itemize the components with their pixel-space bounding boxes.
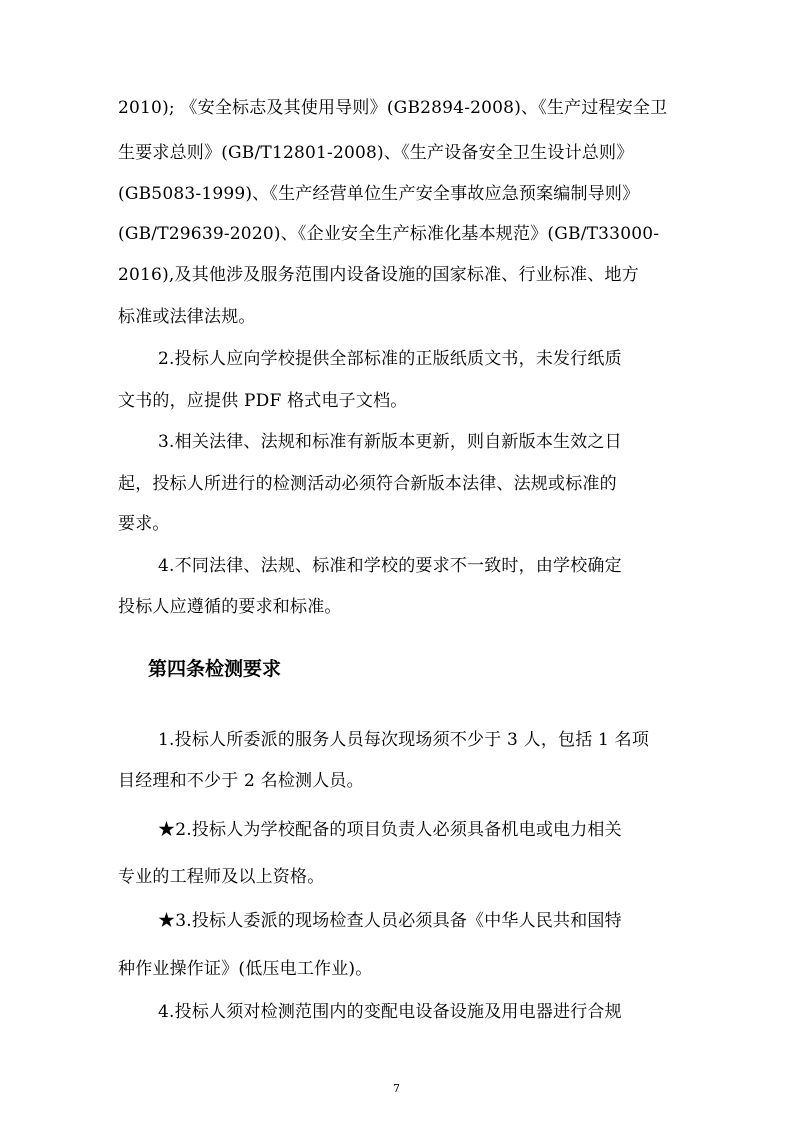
- paragraph-line: 专业的工程师及以上资格。: [118, 867, 325, 887]
- section-heading: 第四条检测要求: [148, 658, 282, 680]
- paragraph-line: (GB/T29639-2020)、《企业安全生产标准化基本规范》(GB/T33000-: [118, 224, 660, 244]
- page-number: 7: [393, 1082, 400, 1095]
- paragraph-line: 2.投标人应向学校提供全部标准的正版纸质文书，未发行纸质: [158, 349, 622, 369]
- paragraph-line: 种作业操作证》(低压电工作业)。: [118, 959, 373, 979]
- paragraph-line: 投标人应遵循的要求和标准。: [118, 597, 342, 617]
- paragraph-line: 4.不同法律、法规、标准和学校的要求不一致时，由学校确定: [158, 556, 622, 576]
- paragraph-line: 要求。: [118, 514, 170, 534]
- paragraph-line: 2010); 《安全标志及其使用导则》(GB2894-2008)、《生产过程安全卫: [118, 98, 668, 118]
- paragraph-line: 生要求总则》(GB/T12801-2008)、《生产设备安全卫生设计总则》: [118, 143, 634, 163]
- paragraph-line: 起，投标人所进行的检测活动必须符合新版本法律、法规或标准的: [118, 474, 617, 494]
- paragraph-line: 4.投标人须对检测范围内的变配电设备设施及用电器进行合规: [158, 1002, 622, 1022]
- paragraph-line: 1.投标人所委派的服务人员每次现场须不少于 3 人，包括 1 名项: [158, 730, 650, 750]
- paragraph-line: 3.相关法律、法规和标准有新版本更新，则自新版本生效之日: [158, 432, 622, 452]
- paragraph-line: 2016),及其他涉及服务范围内设备设施的国家标准、行业标准、地方: [118, 265, 639, 285]
- paragraph-line: 文书的，应提供 PDF 格式电子文档。: [118, 391, 408, 411]
- paragraph-line: ★2.投标人为学校配备的项目负责人必须具备机电或电力相关: [158, 820, 622, 840]
- paragraph-line: 标准或法律法规。: [118, 307, 256, 327]
- paragraph-line: 目经理和不少于 2 名检测人员。: [118, 771, 364, 791]
- paragraph-line: (GB5083-1999)、《生产经营单位生产安全事故应急预案编制导则》: [118, 184, 640, 204]
- paragraph-line: ★3.投标人委派的现场检查人员必须具备《中华人民共和国特: [158, 911, 622, 931]
